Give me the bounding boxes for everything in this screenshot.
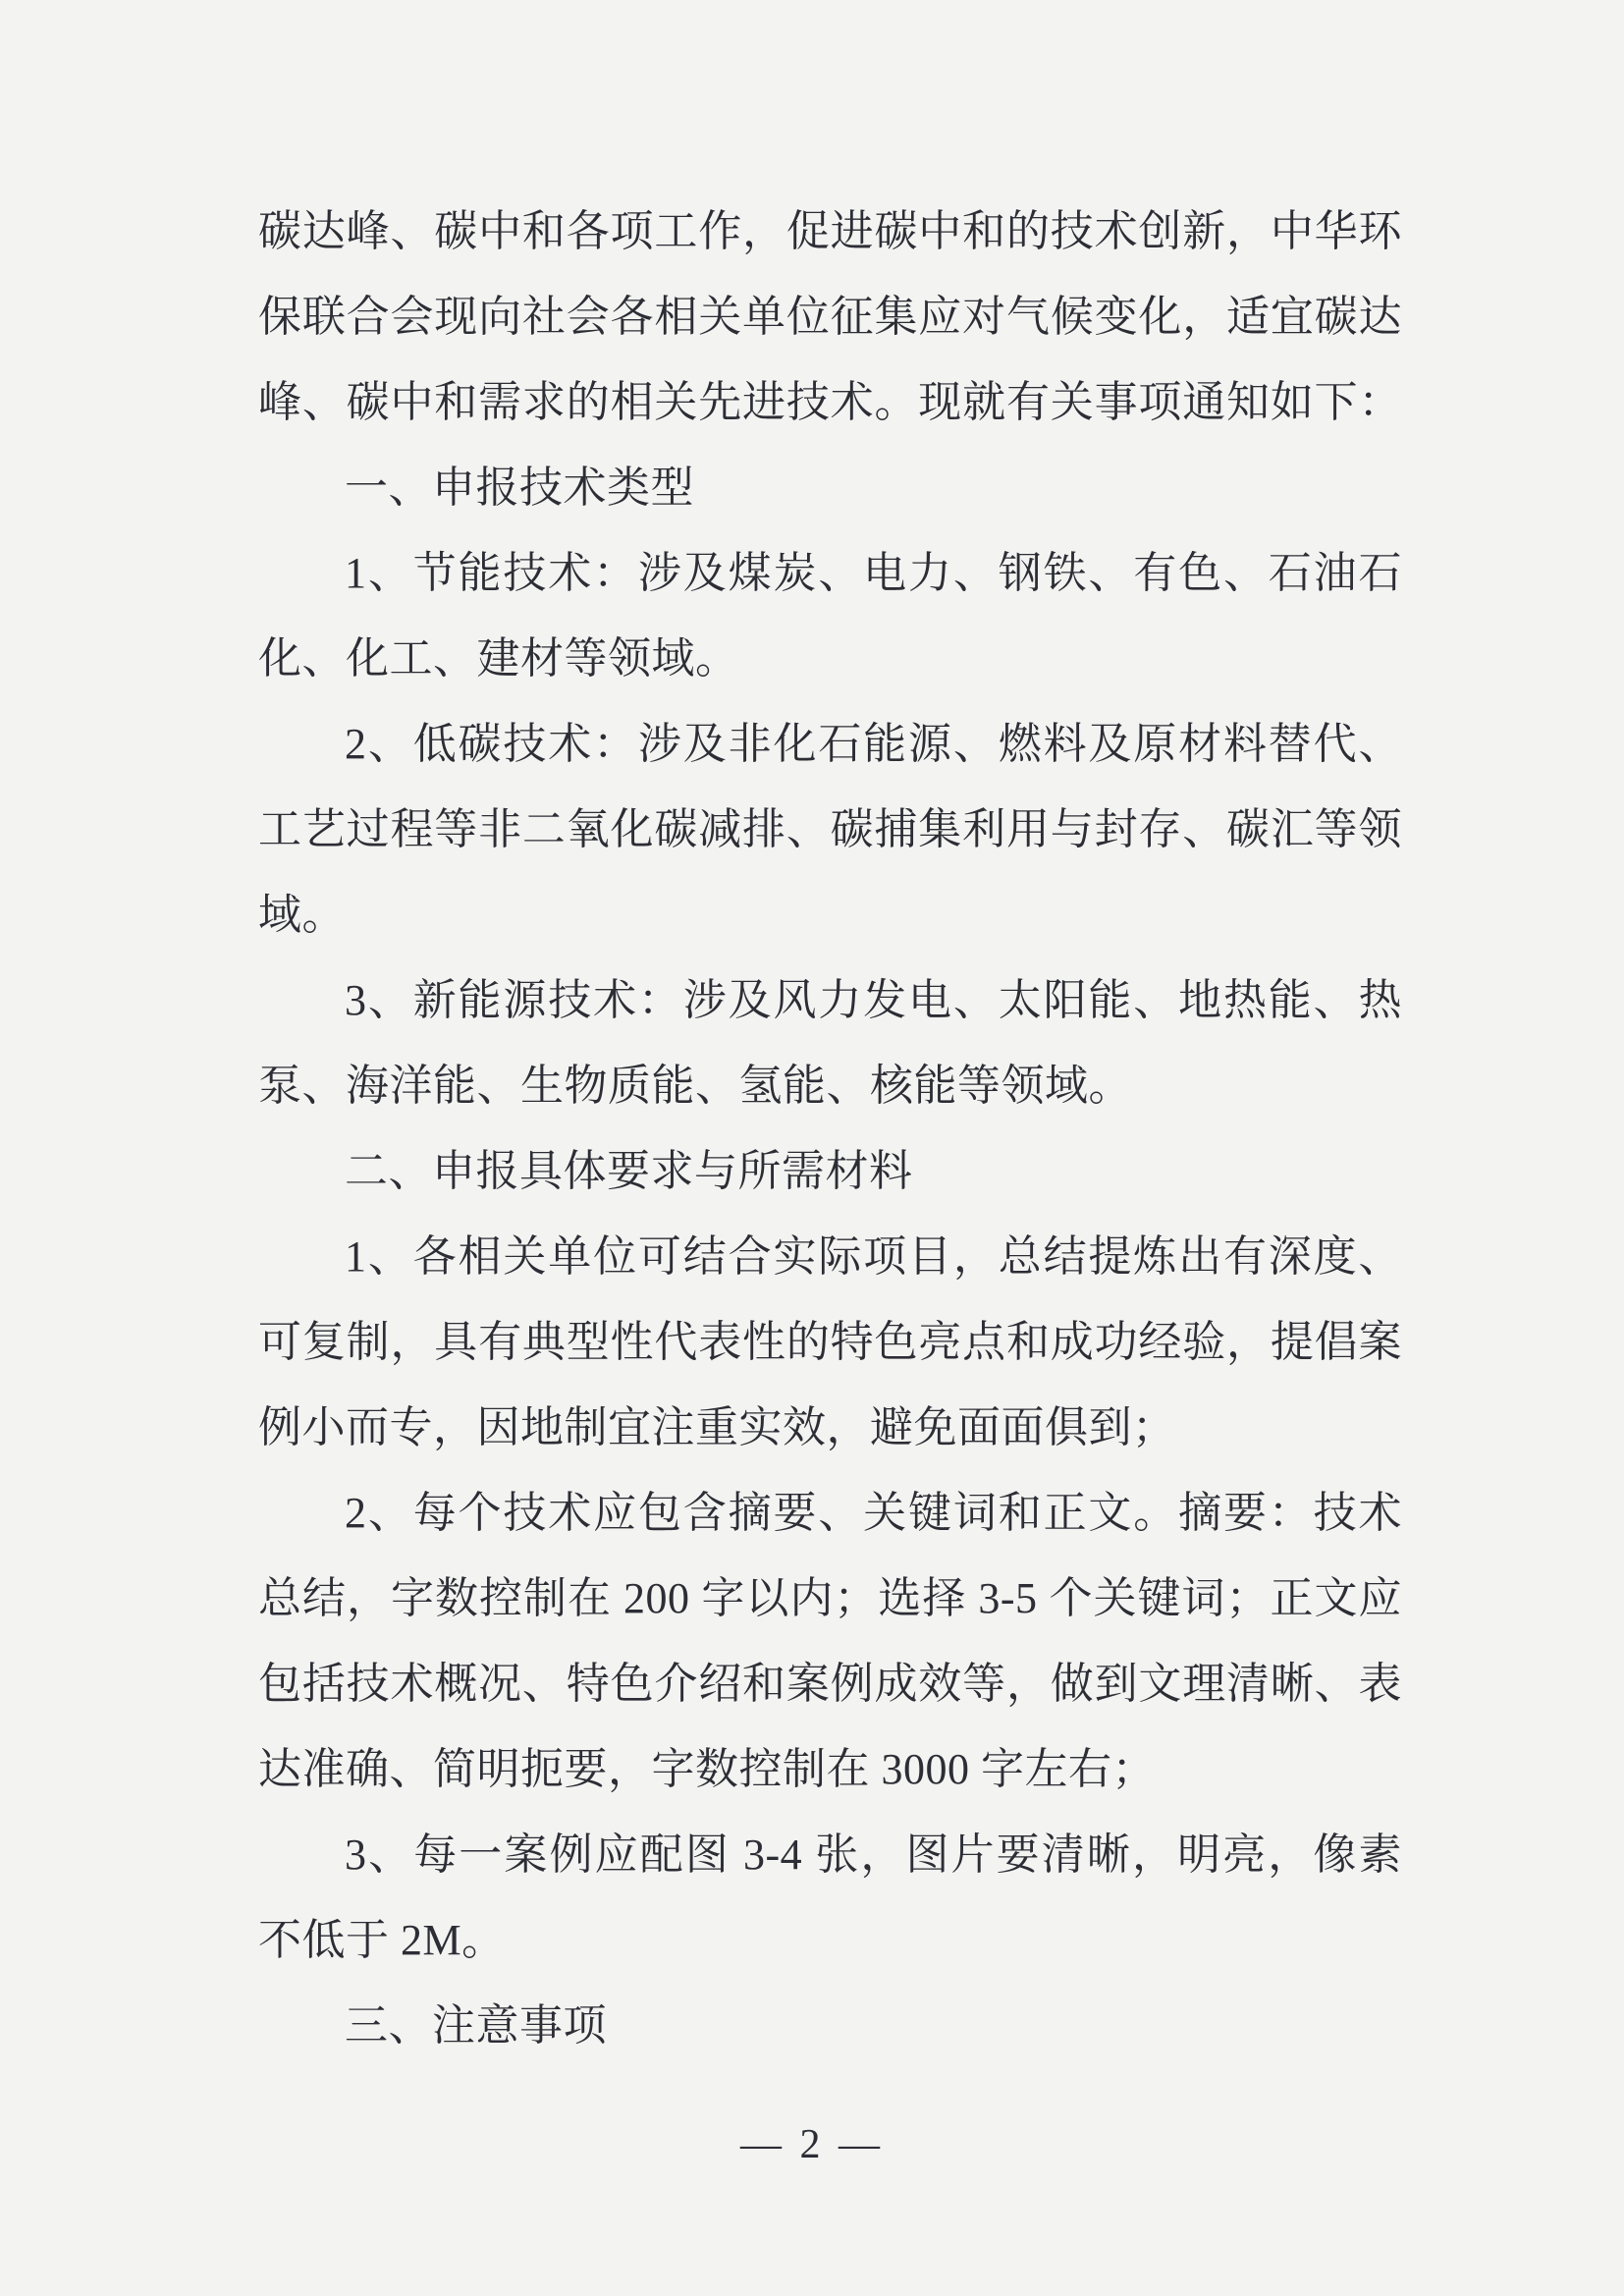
text-line: 2、每个技术应包含摘要、关键词和正文。摘要：技术: [345, 1489, 1402, 1537]
text-line: 总结，字数控制在 200 字以内；选择 3-5 个关键词；正文应: [258, 1574, 1402, 1622]
text-line: 1、节能技术：涉及煤炭、电力、钢铁、有色、石油石: [345, 549, 1402, 597]
text-line: 工艺过程等非二氧化碳减排、碳捕集利用与封存、碳汇等领: [258, 805, 1402, 853]
text-line: 可复制，具有典型性代表性的特色亮点和成功经验，提倡案: [258, 1318, 1402, 1366]
text-line: 1、各相关单位可结合实际项目，总结提炼出有深度、: [345, 1232, 1402, 1281]
text-line: 保联合会现向社会各相关单位征集应对气候变化，适宜碳达: [258, 293, 1402, 341]
text-line: 3、新能源技术：涉及风力发电、太阳能、地热能、热: [345, 976, 1402, 1024]
page-number: — 2 —: [740, 2122, 884, 2167]
section-heading: 二、申报具体要求与所需材料: [345, 1147, 913, 1195]
document-text-block: [258, 189, 1402, 2068]
text-line: 不低于 2M。: [258, 1916, 506, 1964]
text-line: 域。: [258, 891, 346, 939]
text-line: 2、低碳技术：涉及非化石能源、燃料及原材料替代、: [345, 720, 1402, 768]
text-line: 3、每一案例应配图 3-4 张，图片要清晰，明亮，像素: [345, 1831, 1402, 1879]
section-heading: 一、申报技术类型: [345, 464, 694, 512]
text-line: 达准确、简明扼要，字数控制在 3000 字左右；: [258, 1745, 1156, 1793]
section-heading: 三、注意事项: [345, 2001, 607, 2050]
text-line: 峰、碳中和需求的相关先进技术。现就有关事项通知如下：: [258, 378, 1402, 426]
text-line: 包括技术概况、特色介绍和案例成效等，做到文理清晰、表: [258, 1660, 1402, 1708]
text-line: 泵、海洋能、生物质能、氢能、核能等领域。: [258, 1062, 1132, 1110]
text-line: 碳达峰、碳中和各项工作，促进碳中和的技术创新，中华环: [258, 207, 1402, 255]
text-line: 例小而专，因地制宜注重实效，避免面面俱到；: [258, 1403, 1176, 1451]
text-line: 化、化工、建材等领域。: [258, 634, 739, 683]
